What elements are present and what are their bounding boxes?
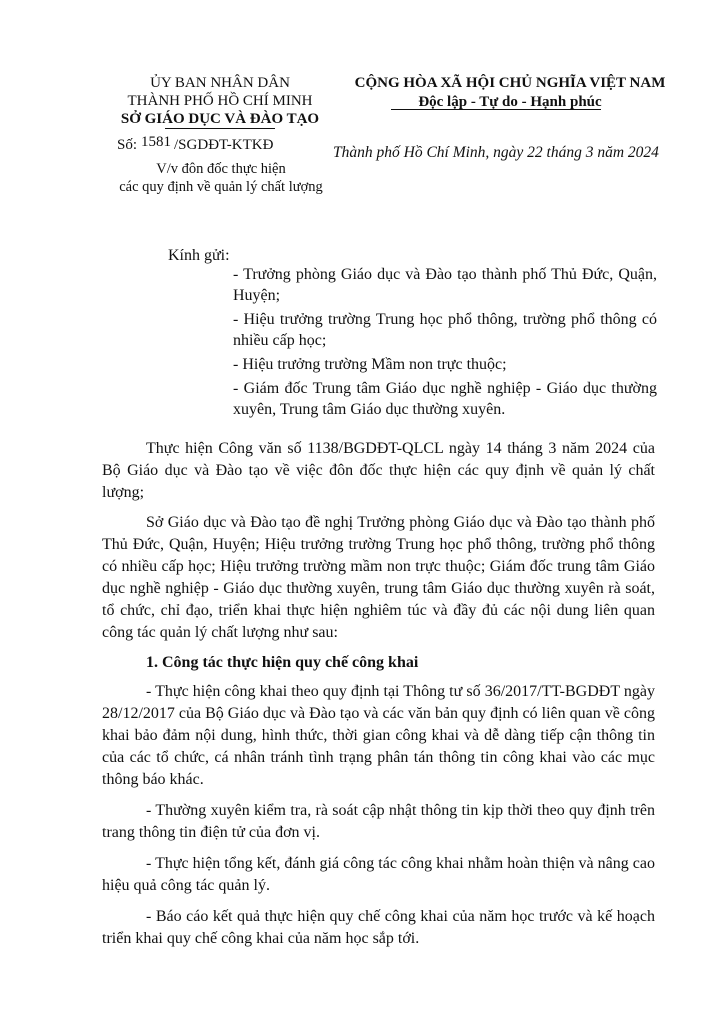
section-1-item-1: - Thực hiện công khai theo quy định tại Thông tư số 36/2017/TT-BGDĐT ngày 28/12/2017 của Bộ Giáo dục và Đào tạo và các văn bản quy định có liên quan về công khai bảo đảm nội dung, hình thức, thời gian công khai và dễ dàng tiếp cận thông tin của các tổ chức, cá nhân tránh tình trạng phân tán thông tin công khai vào các mục thông báo khác. (102, 683, 655, 788)
section-1-item-4: - Báo cáo kết quả thực hiện quy chế công khai của năm học trước và kế hoạch triển khai quy chế công khai của năm học sắp tới. (102, 908, 655, 947)
doc-number-suffix: /SGDĐT-KTKĐ (174, 137, 274, 153)
recipient-item: - Hiệu trưởng trường Mầm non trực thuộc; (233, 356, 507, 373)
recipient-item: - Giám đốc Trung tâm Giáo dục nghề nghiệp - Giáo dục thường xuyên, Trung tâm Giáo dục thường xuyên. (233, 380, 657, 418)
document-number (117, 134, 274, 154)
agency-line-2: THÀNH PHỐ HỒ CHÍ MINH (127, 93, 313, 109)
subject-line-1: V/v đôn đốc thực hiện (156, 161, 286, 177)
body-paragraph-1: Thực hiện Công văn số 1138/BGDĐT-QLCL ngày 14 tháng 3 năm 2024 của Bộ Giáo dục và Đào tạo về việc đôn đốc thực hiện các quy định về quản lý chất lượng; (102, 440, 655, 501)
body-paragraph-2: Sở Giáo dục và Đào tạo đề nghị Trưởng phòng Giáo dục và Đào tạo thành phố Thủ Đức, Quận, Huyện; Hiệu trưởng trường Trung học phổ thông, trường phổ thông có nhiều cấp học; Hiệu trưởng trường mầm non trực thuộc; Giám đốc trung tâm Giáo dục nghề nghiệp - Giáo dục thường xuyên, trung tâm Giáo dục thường xuyên rà soát, tổ chức, chỉ đạo, triển khai thực hiện nghiêm túc và đầy đủ các nội dung liên quan công tác quản lý chất lượng như sau: (102, 514, 655, 641)
issuing-agency-block (86, 74, 354, 128)
recipient-item: - Trưởng phòng Giáo dục và Đào tạo thành phố Thủ Đức, Quận, Huyện; (233, 266, 657, 304)
doc-number-label: Số: (117, 137, 138, 153)
nation-title: CỘNG HÒA XÃ HỘI CHỦ NGHĨA VIỆT NAM (354, 75, 666, 91)
agency-line-3: SỞ GIÁO DỤC VÀ ĐÀO TẠO (120, 111, 320, 127)
recipients-list (233, 264, 657, 423)
section-1-item-2: - Thường xuyên kiểm tra, rà soát cập nhật thông tin kịp thời theo quy định trên trang thông tin điện tử của đơn vị. (102, 802, 655, 841)
national-motto: Độc lập - Tự do - Hạnh phúc (418, 94, 602, 110)
motto-underline (391, 109, 601, 110)
subject-line-2: các quy định về quản lý chất lượng (119, 179, 323, 195)
recipients-label: Kính gửi: (168, 247, 230, 264)
recipient-item: - Hiệu trưởng trường Trung học phổ thông, trường phổ thông có nhiều cấp học; (233, 311, 657, 349)
document-body (102, 438, 655, 959)
doc-number-value: 1581 (141, 134, 172, 150)
document-subject (96, 160, 346, 196)
national-header (340, 74, 680, 112)
section-1-heading: 1. Công tác thực hiện quy chế công khai (146, 654, 419, 671)
agency-line-1: ỦY BAN NHÂN DÂN (150, 75, 290, 91)
document-date: Thành phố Hồ Chí Minh, ngày 22 tháng 3 năm 2024 (333, 144, 659, 161)
agency-underline (165, 128, 275, 129)
section-1-item-3: - Thực hiện tổng kết, đánh giá công tác công khai nhằm hoàn thiện và nâng cao hiệu quả công tác quản lý. (102, 855, 655, 894)
